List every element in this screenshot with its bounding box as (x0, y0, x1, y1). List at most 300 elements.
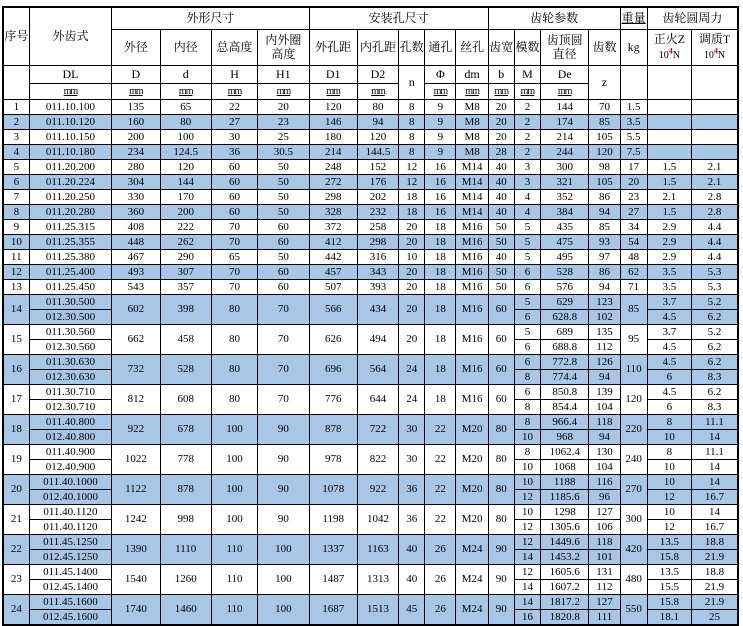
table-row (3, 535, 738, 550)
cell-force-normalized: 8 (647, 445, 691, 460)
unit-H: mm (211, 84, 257, 100)
cell-force-tempered: 14 (692, 505, 738, 520)
cell-through-hole: 16 (425, 175, 456, 190)
cell-inner-diameter: 778 (160, 445, 211, 475)
cell-force-normalized: 15.8 (647, 595, 691, 610)
header-module: 模数 (514, 30, 540, 66)
cell-outer-hole-distance: 146 (309, 115, 357, 130)
cell-addendum-diameter: 1062.4 (541, 445, 589, 460)
cell-force-tempered: 2.1 (692, 175, 738, 190)
cell-thread-hole: M16 (456, 355, 488, 385)
cell-module: 6 (514, 310, 540, 325)
symbol-dm: dm (456, 66, 488, 84)
cell-module: 8 (514, 415, 540, 430)
cell-model: 011.40.900 (29, 445, 112, 460)
cell-outer-hole-distance: 214 (309, 145, 357, 160)
cell-weight: 3.5 (620, 115, 647, 130)
cell-model: 011.40.1000 (29, 475, 112, 490)
cell-force-tempered: 6.2 (692, 340, 738, 355)
cell-total-height: 60 (211, 175, 257, 190)
cell-total-height: 100 (211, 505, 257, 535)
cell-total-height: 60 (211, 160, 257, 175)
cell-ring-height: 50 (258, 250, 309, 265)
cell-module: 5 (514, 325, 540, 340)
cell-tooth-width: 60 (488, 355, 514, 385)
unit-D1: mm (309, 84, 357, 100)
cell-outer-hole-distance: 328 (309, 205, 357, 220)
cell-tooth-count: 130 (589, 445, 620, 460)
cell-inner-diameter: 1110 (160, 535, 211, 565)
cell-outer-diameter: 280 (112, 160, 160, 175)
cell-module: 6 (514, 280, 540, 295)
cell-module: 8 (514, 400, 540, 415)
cell-thread-hole: M24 (456, 535, 488, 565)
cell-model: 012.40.1000 (29, 490, 112, 505)
cell-model: 012.45.1600 (29, 610, 112, 626)
cell-thread-hole: M8 (456, 130, 488, 145)
cell-addendum-diameter: 1298 (541, 505, 589, 520)
cell-force-normalized: 12 (647, 490, 691, 505)
cell-tooth-width: 60 (488, 385, 514, 415)
addendum-line2: 直径 (552, 46, 577, 61)
cell-force-normalized: 4.5 (647, 340, 691, 355)
cell-thread-hole: M14 (456, 205, 488, 220)
cell-serial: 4 (3, 145, 29, 160)
cell-force-normalized: 1.5 (647, 175, 691, 190)
cell-serial: 20 (3, 475, 29, 505)
cell-total-height: 70 (211, 280, 257, 295)
force-exponent: 4 (713, 46, 718, 56)
cell-module: 12 (514, 490, 540, 505)
cell-total-height: 100 (211, 475, 257, 505)
unit-dl: mm (29, 84, 112, 100)
header-group-gear-params: 齿轮参数 (488, 7, 620, 30)
cell-tooth-count: 118 (589, 535, 620, 550)
cell-module: 10 (514, 460, 540, 475)
cell-hole-count: 36 (399, 505, 425, 535)
header-hole-count: 孔数 (399, 30, 425, 66)
cell-ring-height: 30.5 (258, 145, 309, 160)
cell-force-normalized: 10 (647, 460, 691, 475)
cell-model: 012.30.560 (29, 340, 112, 355)
cell-total-height: 100 (211, 415, 257, 445)
cell-total-height: 80 (211, 355, 257, 385)
cell-model: 011.40.1120 (29, 505, 112, 520)
cell-serial: 12 (3, 265, 29, 280)
cell-outer-hole-distance: 626 (309, 325, 357, 355)
cell-inner-hole-distance: 1042 (357, 505, 398, 535)
header-inner-diameter: 内径 (160, 30, 211, 66)
cell-ring-height: 70 (258, 325, 309, 355)
cell-addendum-diameter: 966.4 (541, 415, 589, 430)
header-weight: 重量 (620, 7, 647, 30)
cell-outer-diameter: 234 (112, 145, 160, 160)
symbol-D2: D2 (357, 66, 398, 84)
cell-model: 011.25.450 (29, 280, 112, 295)
cell-model: 012.30.710 (29, 400, 112, 415)
header-serial: 序号 (3, 7, 29, 66)
cell-force-normalized: 12 (647, 520, 691, 535)
cell-through-hole: 26 (425, 595, 456, 626)
unit-D2: mm (357, 84, 398, 100)
cell-tooth-count: 86 (589, 265, 620, 280)
cell-serial: 19 (3, 445, 29, 475)
cell-inner-diameter: 998 (160, 505, 211, 535)
cell-through-hole: 18 (425, 295, 456, 325)
cell-outer-hole-distance: 507 (309, 280, 357, 295)
cell-through-hole: 26 (425, 565, 456, 595)
cell-module: 5 (514, 295, 540, 310)
cell-inner-diameter: 357 (160, 280, 211, 295)
cell-weight: 110 (620, 355, 647, 385)
cell-ring-height: 25 (258, 130, 309, 145)
cell-ring-height: 50 (258, 160, 309, 175)
cell-module: 14 (514, 580, 540, 595)
table-body (3, 100, 738, 626)
cell-inner-diameter: 678 (160, 415, 211, 445)
cell-addendum-diameter: 1607.2 (541, 580, 589, 595)
cell-model: 011.30.630 (29, 355, 112, 370)
cell-outer-diameter: 408 (112, 220, 160, 235)
cell-thread-hole: M24 (456, 595, 488, 626)
cell-addendum-diameter: 1453.2 (541, 550, 589, 565)
cell-force-normalized: 2.9 (647, 250, 691, 265)
cell-force-normalized (647, 130, 691, 145)
cell-force-tempered (692, 130, 738, 145)
cell-total-height: 70 (211, 265, 257, 280)
cell-total-height: 80 (211, 325, 257, 355)
unit-De: mm (541, 84, 589, 100)
cell-addendum-diameter: 1605.6 (541, 565, 589, 580)
cell-inner-diameter: 307 (160, 265, 211, 280)
cell-hole-count: 8 (399, 100, 425, 115)
cell-module: 8 (514, 445, 540, 460)
cell-addendum-diameter: 300 (541, 160, 589, 175)
cell-module: 10 (514, 505, 540, 520)
cell-total-height: 110 (211, 565, 257, 595)
table-row (3, 145, 738, 160)
cell-force-normalized (647, 145, 691, 160)
cell-thread-hole: M20 (456, 475, 488, 505)
cell-total-height: 30 (211, 130, 257, 145)
cell-serial: 17 (3, 385, 29, 415)
cell-weight: 48 (620, 250, 647, 265)
cell-force-tempered: 4.4 (692, 220, 738, 235)
cell-inner-hole-distance: 922 (357, 475, 398, 505)
cell-serial: 16 (3, 355, 29, 385)
cell-inner-diameter: 80 (160, 115, 211, 130)
table-row (3, 595, 738, 610)
cell-outer-diameter: 662 (112, 325, 160, 355)
table-row (3, 355, 738, 370)
cell-hole-count: 40 (399, 565, 425, 595)
cell-model: 011.30.710 (29, 385, 112, 400)
cell-weight: 20 (620, 175, 647, 190)
cell-hole-count: 18 (399, 190, 425, 205)
cell-force-normalized: 3.7 (647, 325, 691, 340)
cell-module: 8 (514, 370, 540, 385)
table-row (3, 385, 738, 400)
cell-inner-diameter: 290 (160, 250, 211, 265)
cell-inner-hole-distance: 644 (357, 385, 398, 415)
cell-force-tempered: 6.2 (692, 310, 738, 325)
cell-force-tempered: 5.2 (692, 295, 738, 310)
cell-thread-hole: M16 (456, 325, 488, 355)
cell-outer-diameter: 543 (112, 280, 160, 295)
cell-inner-hole-distance: 494 (357, 325, 398, 355)
symbol-D1: D1 (309, 66, 357, 84)
cell-inner-hole-distance: 1163 (357, 535, 398, 565)
cell-through-hole: 22 (425, 415, 456, 445)
cell-serial: 5 (3, 160, 29, 175)
cell-tooth-width: 80 (488, 415, 514, 445)
cell-addendum-diameter: 629 (541, 295, 589, 310)
table-row (3, 130, 738, 145)
cell-inner-diameter: 262 (160, 235, 211, 250)
cell-force-normalized: 10 (647, 475, 691, 490)
cell-outer-diameter: 1540 (112, 565, 160, 595)
cell-weight: 220 (620, 415, 647, 445)
cell-force-normalized: 6 (647, 370, 691, 385)
cell-module: 12 (514, 565, 540, 580)
cell-force-normalized: 1.5 (647, 205, 691, 220)
cell-hole-count: 36 (399, 475, 425, 505)
cell-thread-hole: M8 (456, 145, 488, 160)
ring-height-line1: 内外圈 (265, 32, 302, 47)
cell-through-hole: 16 (425, 190, 456, 205)
cell-inner-diameter: 878 (160, 475, 211, 505)
symbol-D: D (112, 66, 160, 84)
cell-outer-hole-distance: 372 (309, 220, 357, 235)
addendum-line1: 齿顶圆 (546, 32, 583, 47)
cell-module: 6 (514, 265, 540, 280)
cell-module: 2 (514, 145, 540, 160)
symbol-b: b (488, 66, 514, 84)
cell-tooth-width: 20 (488, 115, 514, 130)
cell-addendum-diameter: 214 (541, 130, 589, 145)
cell-serial: 22 (3, 535, 29, 565)
cell-total-height: 110 (211, 535, 257, 565)
symbol-kg-empty (620, 66, 647, 100)
cell-total-height: 80 (211, 295, 257, 325)
cell-addendum-diameter: 384 (541, 205, 589, 220)
cell-ring-height: 90 (258, 475, 309, 505)
cell-tooth-width: 40 (488, 205, 514, 220)
header-outer-diameter: 外径 (112, 30, 160, 66)
cell-force-normalized: 3.7 (647, 295, 691, 310)
cell-through-hole: 16 (425, 160, 456, 175)
cell-force-normalized: 3.5 (647, 280, 691, 295)
table-row (3, 205, 738, 220)
cell-model: 012.30.630 (29, 370, 112, 385)
cell-addendum-diameter: 688.8 (541, 340, 589, 355)
cell-addendum-diameter: 772.8 (541, 355, 589, 370)
cell-tooth-count: 127 (589, 595, 620, 610)
cell-through-hole: 18 (425, 355, 456, 385)
cell-module: 12 (514, 520, 540, 535)
cell-tooth-width: 60 (488, 325, 514, 355)
symbol-force-t-empty (692, 66, 738, 100)
force-unit: $10^4N$ (658, 46, 680, 62)
cell-tooth-width: 28 (488, 145, 514, 160)
cell-total-height: 22 (211, 100, 257, 115)
cell-tooth-count: 118 (589, 415, 620, 430)
cell-force-tempered: 14 (692, 460, 738, 475)
cell-serial: 3 (3, 130, 29, 145)
cell-tooth-count: 70 (589, 100, 620, 115)
cell-tooth-width: 40 (488, 250, 514, 265)
header-group-peripheral-force: 齿轮圆周力 (647, 7, 738, 30)
table-row (3, 100, 738, 115)
cell-outer-hole-distance: 1337 (309, 535, 357, 565)
cell-through-hole: 9 (425, 115, 456, 130)
cell-force-tempered: 5.3 (692, 280, 738, 295)
cell-addendum-diameter: 854.4 (541, 400, 589, 415)
cell-force-normalized: 6 (647, 400, 691, 415)
force-unit: $10^4N$ (703, 46, 726, 62)
cell-total-height: 60 (211, 205, 257, 220)
cell-inner-diameter: 608 (160, 385, 211, 415)
cell-model: 011.10.120 (29, 115, 112, 130)
cell-model: 011.10.180 (29, 145, 112, 160)
cell-ring-height: 70 (258, 355, 309, 385)
cell-inner-hole-distance: 343 (357, 265, 398, 280)
cell-force-normalized: 10 (647, 505, 691, 520)
header-tooth-count: 齿数 (589, 30, 620, 66)
cell-hole-count: 20 (399, 235, 425, 250)
cell-tooth-count: 127 (589, 505, 620, 520)
cell-addendum-diameter: 321 (541, 175, 589, 190)
cell-outer-diameter: 1022 (112, 445, 160, 475)
cell-module: 16 (514, 610, 540, 626)
cell-outer-diameter: 160 (112, 115, 160, 130)
cell-force-tempered (692, 115, 738, 130)
cell-outer-diameter: 1740 (112, 595, 160, 626)
table-row (3, 445, 738, 460)
cell-inner-hole-distance: 564 (357, 355, 398, 385)
cell-tooth-count: 98 (589, 160, 620, 175)
cell-thread-hole: M16 (456, 250, 488, 265)
cell-inner-hole-distance: 144.5 (357, 145, 398, 160)
table-row (3, 235, 738, 250)
cell-model: 011.45.1600 (29, 595, 112, 610)
unit-d: mm (160, 84, 211, 100)
unit-phi: mm (425, 84, 456, 100)
cell-module: 6 (514, 385, 540, 400)
cell-force-tempered: 14 (692, 475, 738, 490)
header-ring-height (258, 30, 309, 66)
cell-hole-count: 8 (399, 115, 425, 130)
cell-ring-height: 60 (258, 265, 309, 280)
cell-addendum-diameter: 1449.6 (541, 535, 589, 550)
cell-force-normalized: 1.5 (647, 160, 691, 175)
cell-thread-hole: M20 (456, 445, 488, 475)
gear-spec-table (2, 6, 739, 626)
cell-module: 12 (514, 535, 540, 550)
cell-thread-hole: M8 (456, 100, 488, 115)
cell-outer-hole-distance: 180 (309, 130, 357, 145)
cell-tooth-count: 104 (589, 400, 620, 415)
cell-thread-hole: M20 (456, 415, 488, 445)
cell-through-hole: 26 (425, 535, 456, 565)
cell-tooth-width: 40 (488, 160, 514, 175)
cell-inner-hole-distance: 434 (357, 295, 398, 325)
cell-hole-count: 20 (399, 295, 425, 325)
cell-addendum-diameter: 528 (541, 265, 589, 280)
cell-hole-count: 20 (399, 220, 425, 235)
cell-serial: 9 (3, 220, 29, 235)
cell-total-height: 60 (211, 190, 257, 205)
cell-outer-hole-distance: 1687 (309, 595, 357, 626)
cell-force-tempered: 21.9 (692, 580, 738, 595)
cell-outer-diameter: 200 (112, 130, 160, 145)
table-row (3, 280, 738, 295)
cell-tooth-width: 40 (488, 190, 514, 205)
tempered-label: 调质T (698, 32, 731, 47)
cell-addendum-diameter: 689 (541, 325, 589, 340)
cell-inner-hole-distance: 393 (357, 280, 398, 295)
cell-hole-count: 24 (399, 385, 425, 415)
cell-tooth-width: 20 (488, 100, 514, 115)
cell-hole-count: 20 (399, 265, 425, 280)
cell-hole-count: 10 (399, 250, 425, 265)
cell-weight: 34 (620, 220, 647, 235)
cell-model: 011.45.1400 (29, 565, 112, 580)
table-row (3, 505, 738, 520)
cell-thread-hole: M16 (456, 280, 488, 295)
cell-tooth-width: 50 (488, 265, 514, 280)
cell-force-tempered: 18.8 (692, 535, 738, 550)
cell-model: 012.30.500 (29, 310, 112, 325)
cell-outer-hole-distance: 1078 (309, 475, 357, 505)
cell-inner-diameter: 528 (160, 355, 211, 385)
cell-force-normalized: 13.5 (647, 535, 691, 550)
cell-outer-hole-distance: 298 (309, 190, 357, 205)
cell-through-hole: 22 (425, 475, 456, 505)
cell-model: 011.30.500 (29, 295, 112, 310)
header-outer-hole-distance: 外孔距 (309, 30, 357, 66)
cell-inner-hole-distance: 722 (357, 415, 398, 445)
cell-hole-count: 30 (399, 445, 425, 475)
cell-weight: 71 (620, 280, 647, 295)
cell-module: 2 (514, 100, 540, 115)
cell-hole-count: 18 (399, 205, 425, 220)
cell-force-normalized: 15.5 (647, 580, 691, 595)
cell-hole-count: 20 (399, 325, 425, 355)
cell-force-normalized: 13.5 (647, 565, 691, 580)
cell-serial: 1 (3, 100, 29, 115)
cell-tooth-count: 131 (589, 565, 620, 580)
header-weight-unit: kg (620, 30, 647, 66)
cell-through-hole: 9 (425, 130, 456, 145)
cell-module: 6 (514, 340, 540, 355)
cell-ring-height: 100 (258, 535, 309, 565)
cell-serial: 18 (3, 415, 29, 445)
cell-outer-diameter: 493 (112, 265, 160, 280)
cell-hole-count: 12 (399, 160, 425, 175)
cell-tooth-count: 105 (589, 175, 620, 190)
cell-tooth-count: 97 (589, 250, 620, 265)
cell-through-hole: 18 (425, 250, 456, 265)
symbol-n: n (399, 66, 425, 100)
cell-addendum-diameter: 352 (541, 190, 589, 205)
cell-addendum-diameter: 628.8 (541, 310, 589, 325)
cell-force-normalized: 15.8 (647, 550, 691, 565)
cell-module: 10 (514, 475, 540, 490)
ring-height-line2: 高度 (271, 46, 296, 61)
cell-force-normalized (647, 100, 691, 115)
cell-force-tempered: 8.3 (692, 400, 738, 415)
